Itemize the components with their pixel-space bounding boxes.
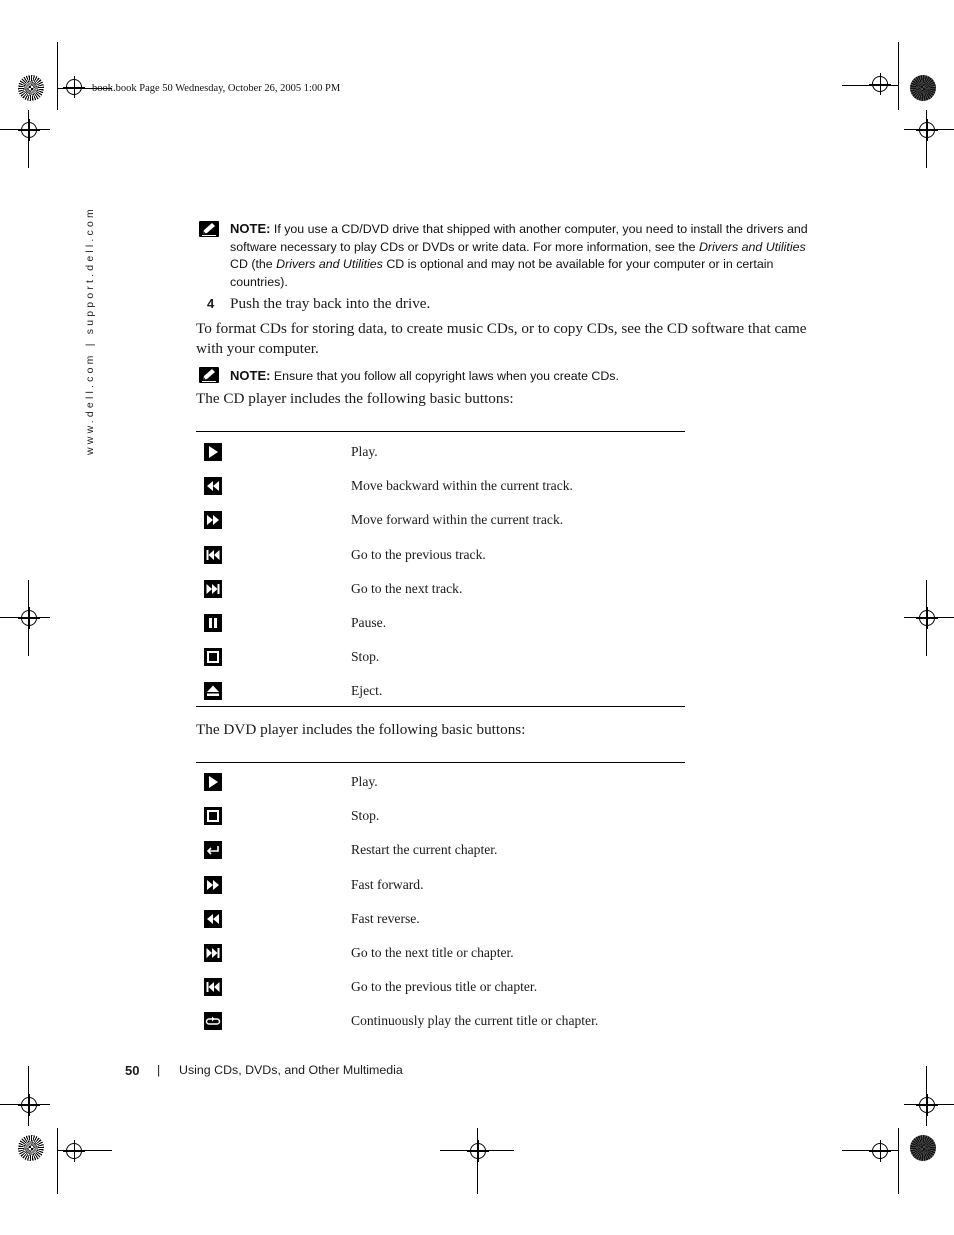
stop-icon (204, 648, 222, 666)
rewind-icon (204, 477, 222, 495)
registration-mark-icon (872, 76, 888, 92)
fast-forward-icon (204, 876, 222, 894)
registration-mark-icon (21, 122, 37, 138)
note-copyright (230, 367, 816, 386)
registration-mark-icon (919, 1097, 935, 1113)
note-text: CD (the (230, 257, 277, 271)
crop-line (898, 42, 899, 110)
registration-mark-icon (66, 1143, 82, 1159)
button-description: Stop. (351, 808, 380, 824)
crop-line (57, 42, 58, 110)
color-target-icon (910, 75, 936, 101)
button-description: Eject. (351, 683, 383, 699)
dvd-intro: The DVD player includes the following basic buttons: (196, 721, 526, 738)
print-slug: book.book Page 50 Wednesday, October 26, 2005 1:00 PM (92, 83, 341, 94)
button-description: Continuously play the current title or chapter. (351, 1013, 599, 1029)
footer-separator: | (157, 1063, 161, 1077)
button-description: Stop. (351, 649, 380, 665)
button-description: Move backward within the current track. (351, 478, 573, 494)
note-italic: Drivers and Utilities (698, 239, 806, 254)
color-target-icon (18, 1135, 44, 1161)
eject-icon (204, 682, 222, 700)
button-description: Move forward within the current track. (351, 512, 564, 528)
note-text: Ensure that you follow all copyright laws when you create CDs. (270, 369, 619, 383)
rewind-icon (204, 910, 222, 928)
repeat-icon (204, 1012, 222, 1030)
registration-mark-icon (66, 79, 82, 95)
button-description: Go to the next track. (351, 580, 463, 596)
play-icon (204, 773, 222, 791)
registration-mark-icon (919, 610, 935, 626)
button-description: Pause. (351, 615, 387, 630)
crop-line (57, 1128, 58, 1194)
note-label: NOTE: (230, 368, 271, 383)
play-icon (204, 443, 222, 461)
table-rule (196, 431, 685, 432)
registration-mark-icon (470, 1143, 486, 1159)
note-drivers (230, 220, 816, 291)
registration-mark-icon (872, 1143, 888, 1159)
registration-mark-icon (919, 122, 935, 138)
next-track-icon (204, 580, 222, 598)
cd-intro: The CD player includes the following basic buttons: (196, 390, 514, 407)
stop-icon (204, 807, 222, 825)
note-pencil-icon (199, 221, 219, 237)
page-number: 50 (125, 1063, 140, 1078)
next-track-icon (204, 944, 222, 962)
button-description: Fast forward. (351, 876, 424, 892)
registration-mark-icon (21, 610, 37, 626)
restart-chapter-icon (204, 841, 222, 859)
registration-mark-icon (21, 1097, 37, 1113)
sidebar-url: www.dell.com | support.dell.com (84, 206, 96, 455)
previous-track-icon (204, 546, 222, 564)
note-label: NOTE: (230, 221, 271, 236)
note-pencil-icon (199, 367, 219, 383)
previous-track-icon (204, 978, 222, 996)
button-description: Play. (351, 444, 378, 459)
note-text: CD is optional and may not be available for your computer or in certain countries). (230, 257, 774, 289)
note-italic: Drivers and Utilities (276, 257, 383, 271)
crop-line (898, 1128, 899, 1194)
step-text: Push the tray back into the drive. (230, 295, 431, 312)
button-description: Go to the previous title or chapter. (351, 979, 538, 995)
crop-line (842, 85, 898, 86)
color-target-icon (910, 1135, 936, 1161)
button-description: Restart the current chapter. (351, 842, 498, 858)
button-description: Fast reverse. (351, 910, 420, 926)
color-target-icon (18, 75, 44, 101)
step-number: 4 (207, 296, 215, 311)
fast-forward-icon (204, 511, 222, 529)
table-rule (196, 762, 685, 763)
pause-icon (204, 614, 222, 632)
button-description: Go to the next title or chapter. (351, 945, 514, 960)
format-paragraph: To format CDs for storing data, to create music CDs, or to copy CDs, see the CD software that came with your computer. (196, 320, 807, 357)
button-description: Go to the previous track. (351, 546, 486, 562)
button-description: Play. (351, 774, 378, 789)
note-text: If you use a CD/DVD drive that shipped with another computer, you need to install the drivers and software necessary to play CDs or DVDs or write data. For more information, see the (230, 222, 808, 254)
chapter-title: Using CDs, DVDs, and Other Multimedia (179, 1063, 403, 1077)
table-rule (196, 706, 685, 707)
